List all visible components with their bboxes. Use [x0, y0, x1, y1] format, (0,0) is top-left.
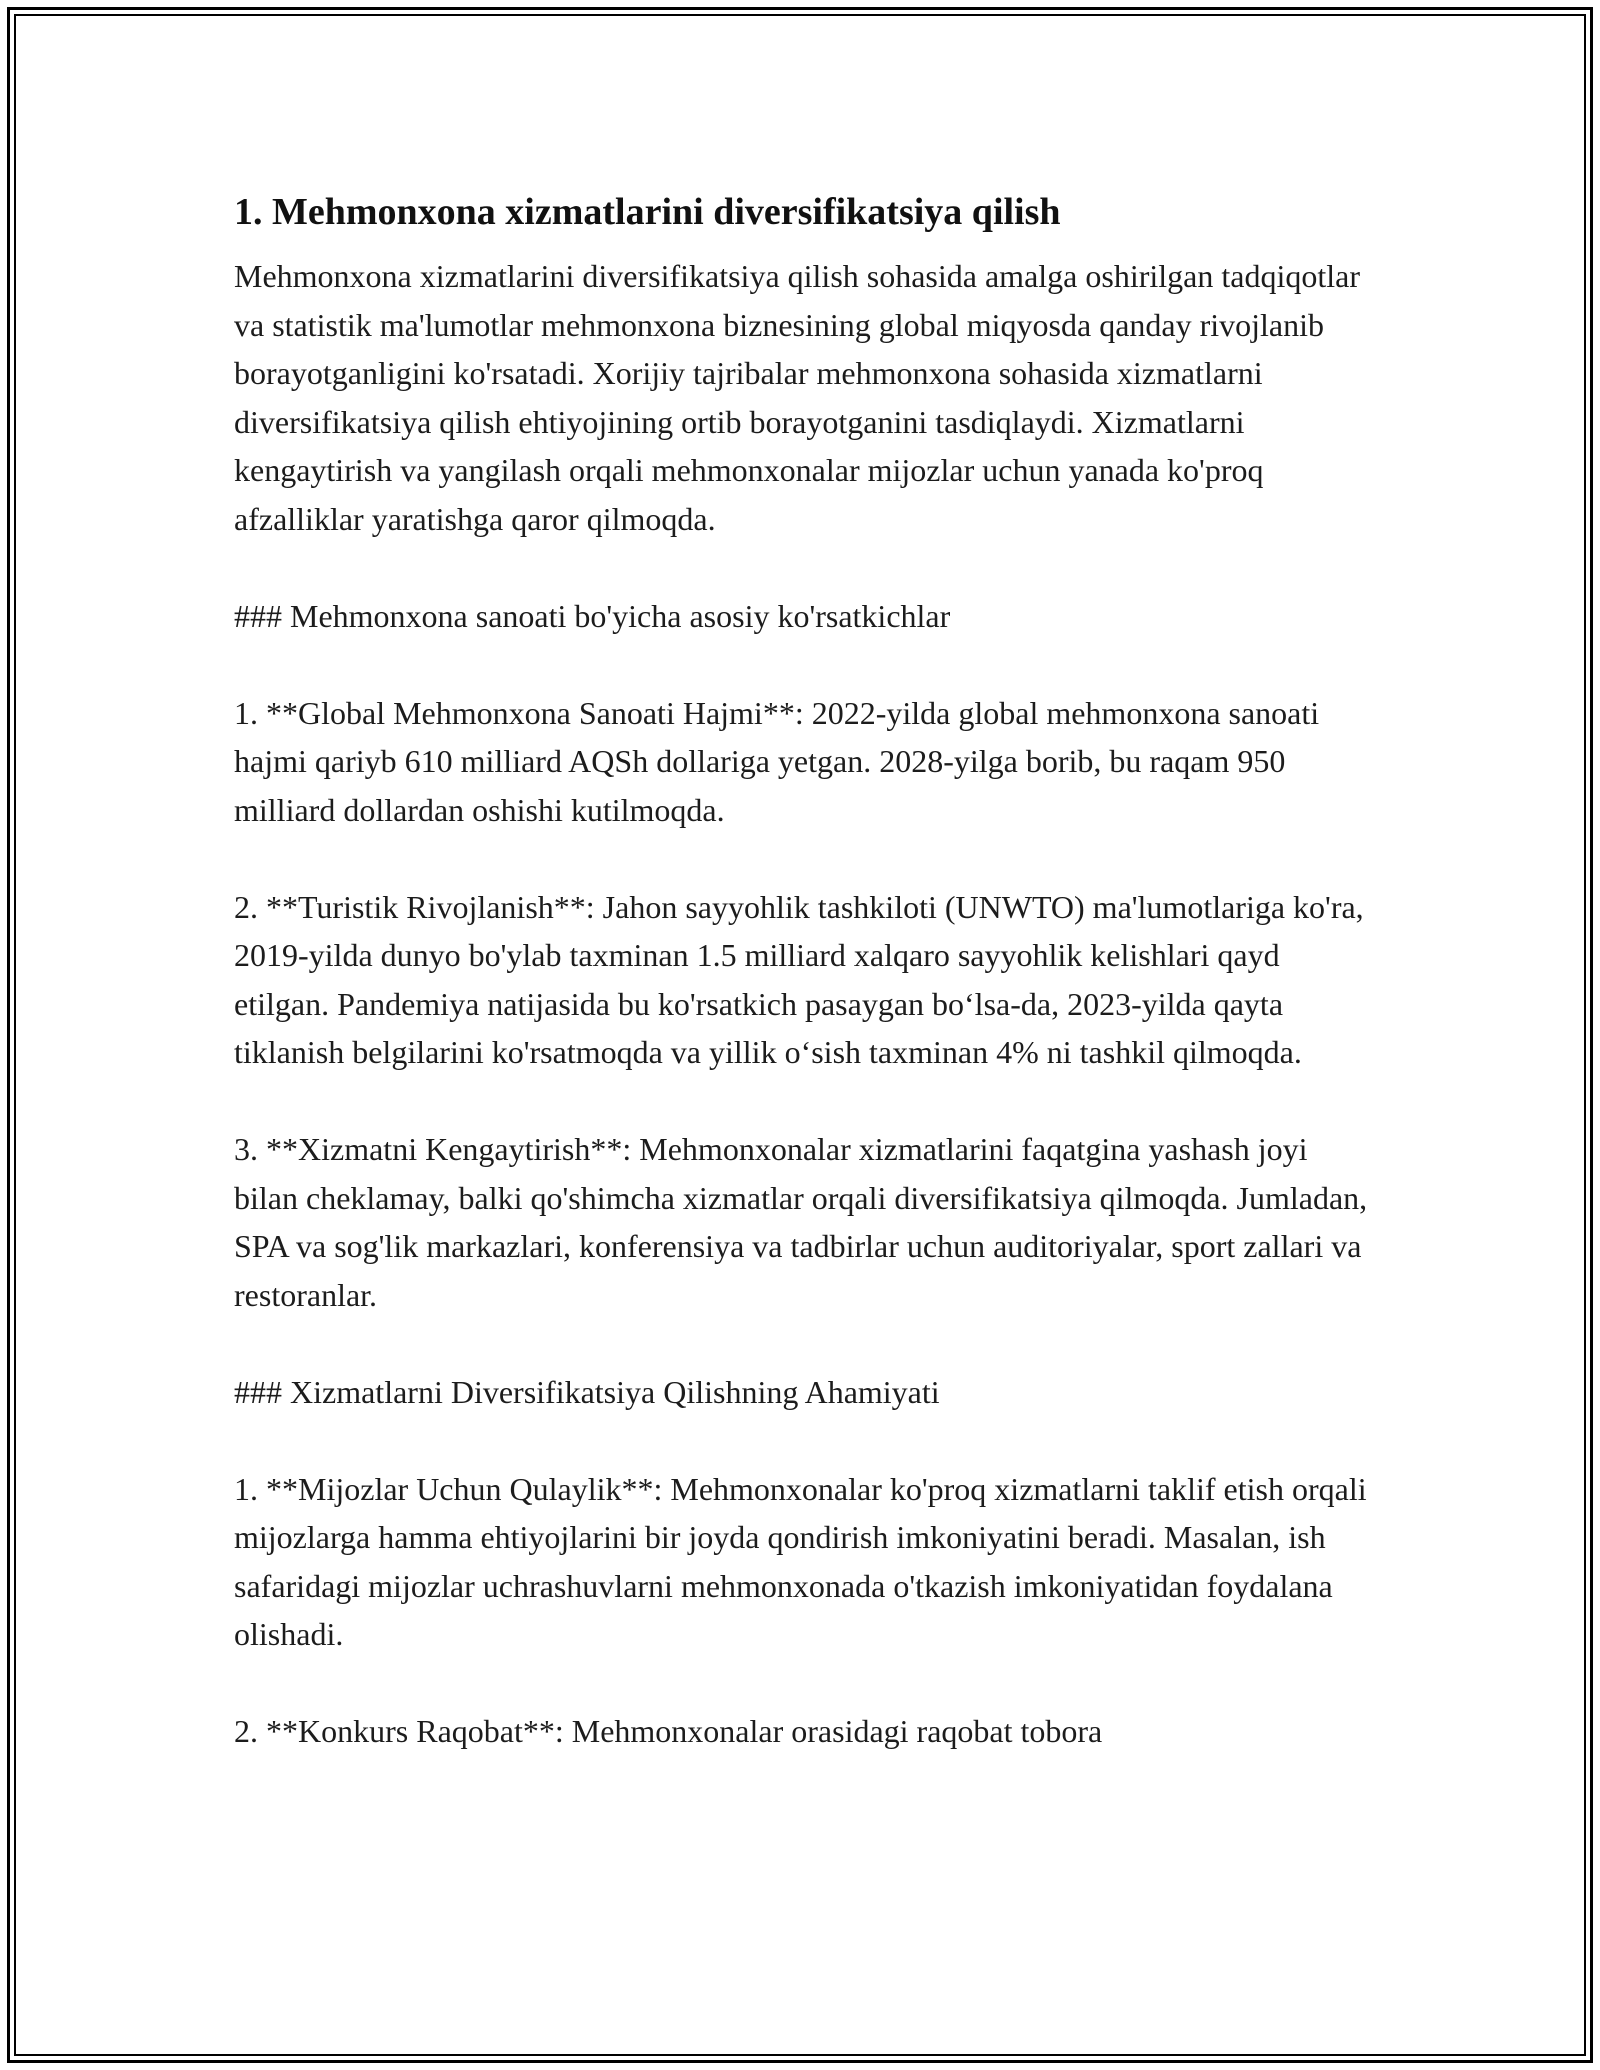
list-item-tourism: 2. **Turistik Rivojlanish**: Jahon sayyohlik tashkiloti (UNWTO) ma'lumotlariga ko'ra, 2019-yilda dunyo bo'ylab taxminan 1.5 milliard xalqaro sayyohlik kelishlari qayd etilgan. Pandemiya natijasida bu ko'rsatkich pasaygan bo‘lsa-da, 2023-yilda qayta tiklanish belgilarini ko'rsatmoqda va yillik o‘sish taxminan 4% ni tashkil qilmoqda. — [234, 888, 1364, 1070]
document-title: 1. Mehmonxona xizmatlarini diversifikatsiya qilish — [234, 191, 1061, 233]
list-item-competition: 2. **Konkurs Raqobat**: Mehmonxonalar orasidagi raqobat tobora — [234, 1713, 1103, 1749]
intro-paragraph: Mehmonxona xizmatlarini diversifikatsiya qilish sohasida amalga oshirilgan tadqiqotlar va statistik ma'lumotlar mehmonxona biznesining global miqyosda qanday rivojlanib borayotganligini ko'rsatadi. Xorijiy tajribalar mehmonxona sohasida xizmatlarni diversifikatsiya qilish ehtiyojining ortib borayotganini tasdiqlaydi. Xizmatlarni kengaytirish va yangilash orqali mehmonxonalar mijozlar uchun yanada ko'proq afzalliklar yaratishga qaror qilmoqda. — [234, 258, 1360, 537]
list-item-industry-size: 1. **Global Mehmonxona Sanoati Hajmi**: 2022-yilda global mehmonxona sanoati hajmi qariyb 610 milliard AQSh dollariga yetgan. 2028-yilga borib, bu raqam 950 milliard dollardan oshishi kutilmoqda. — [234, 694, 1320, 828]
section-heading-indicators: ### Mehmonxona sanoati bo'yicha asosiy ko'rsatkichlar — [234, 597, 951, 634]
document-body — [234, 186, 1374, 1804]
list-item-service-expansion: 3. **Xizmatni Kengaytirish**: Mehmonxonalar xizmatlarini faqatgina yashash joyi bilan cheklamay, balki qo'shimcha xizmatlar orqali diversifikatsiya qilmoqda. Jumladan, SPA va sog'lik markazlari, konferensiya va tadbirlar uchun auditoriyalar, sport zallari va restoranlar. — [234, 1131, 1368, 1313]
section-heading-importance: ### Xizmatlarni Diversifikatsiya Qilishning Ahamiyati — [234, 1373, 940, 1410]
list-item-convenience: 1. **Mijozlar Uchun Qulaylik**: Mehmonxonalar ko'proq xizmatlarni taklif etish orqali mijozlarga hamma ehtiyojlarini bir joyda qondirish imkoniyatini beradi. Masalan, ish safaridagi mijozlar uchrashuvlarni mehmonxonada o'tkazish imkoniyatidan foydalana olishadi. — [234, 1470, 1367, 1652]
